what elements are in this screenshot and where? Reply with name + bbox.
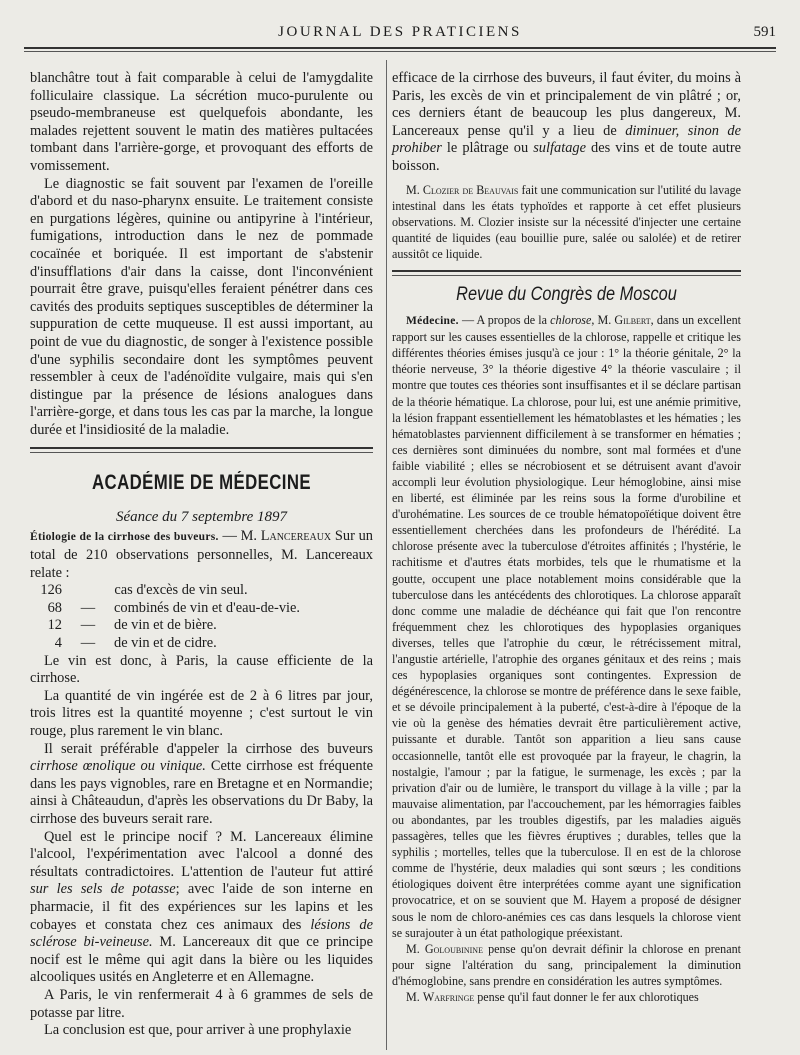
paragraph-vin: Le vin est donc, à Paris, la cause efficiente de la cirrhose. <box>30 652 373 687</box>
medecine-heading: Médecine. <box>406 315 459 328</box>
section-rule <box>392 270 741 272</box>
paragraph-warfringe: M. Warfringe pense qu'il faut donner le fer aux chlorotiques <box>406 989 699 1004</box>
paragraph-diagnostic: Le diagnostic se fait souvent par l'examen de l'oreille d'abord et du naso-pharynx ensuite. Le traitement consiste en purgations légères, quinine ou antipyrine à l'intérieur, fumigations, introduction dans le nez de pommade cocaïnée et boriquée. Il est important de s'abstenir d'insufflations d'air dans la caisse, dont l'inconvénient pourrait être grave, puisqu'elles feraient pénétrer dans ces cavités des produits septiques susceptibles de déterminer la suppuration de cette muqueuse. Il est aussi important, au point de vue du diagnostic, de songer à l'existence possible d'une syphilis secondaire dont les symptômes peuvent ressembler à ceux de l'adénoïdite vulgaire, mais qui s'en distingue par la présence de lésions analogues dans l'arrière-gorge, et dans tous les cas par la marche, la longue durée et l'insidiosité de la maladie. <box>30 175 373 438</box>
author-warfringe: Warfringe <box>422 989 475 1004</box>
table-row: 12 — de vin et de bière. <box>47 617 217 634</box>
paragraph-paris: A Paris, le vin renfermerait 4 à 6 grammes de sels de potasse par litre. <box>30 986 373 1021</box>
right-column <box>392 70 741 1005</box>
header-rule-thin <box>24 51 776 52</box>
author-gilbert: Gilbert <box>614 313 651 328</box>
left-column <box>30 70 373 1040</box>
table-row: 126 cas d'excès de vin seul. <box>40 582 248 599</box>
paragraph-preferable: Il serait préférable d'appeler la cirrhose des buveurs cirrhose œnolique ou vinique. Cette cirrhose est fréquente dans les pays vignobles, rare en Bretagne et en Normandie; ainsi à Châteaudun, d'après les observations du Dr Baby, la cirrhose des buveurs serait rare. <box>30 740 373 827</box>
author-lancereaux: Lancereaux <box>260 528 332 545</box>
column-divider <box>386 60 387 1050</box>
author-goloubinine: Goloubinine <box>424 941 483 956</box>
section-title-academie: ACADÉMIE DE MÉDECINE <box>92 471 311 495</box>
table-row: 4 — de vin et de cidre. <box>54 635 217 652</box>
statistics-table <box>30 582 300 652</box>
seance-date: Séance du 7 septembre 1897 <box>115 509 288 526</box>
section-rule-thin <box>30 452 373 453</box>
section-title-revue: Revue du Congrès de Moscou <box>456 284 677 306</box>
etiologie-heading: Étiologie de la cirrhose des buveurs. <box>30 531 219 544</box>
author-clozier: Clozier de Beauvais <box>422 182 519 197</box>
page-number: 591 <box>753 24 776 40</box>
running-head <box>24 22 776 46</box>
paragraph-medecine-chlorose: Médecine. — A propos de la chlorose, M. Gilbert, dans un excellent rapport sur les causes essentielles de la chlorose, rappelle et critique les différentes théories émises jusqu'à ce jour : 1° la théorie génitale, 2° la théorie nerveuse, 3° la théorie digestive 4° la théorie vasculaire ; il montre que toutes ces théories sont insuffisantes et il se déclare partisan de la théorie hématique. La chlorose, pour lui, est une anémie primitive, la lésion frappant essentiellement les hématoblastes et les hématies ; les hématoblastes parviennent difficilement à se transformer en hématies ; ces dernières sont diminuées du nombre, sont mal formées et d'une faible viabilité ; elles se nécrobiosent et se détruisent avant d'avoir accompli leur évolution physiologique. Leur hémoglobine, ainsi mise en liberté, est éliminée par les reins sous la forme d'urobiline et d'urohématine. Les sources de ce trouble hématopoïétique doivent être essentiellement cherchées dans les profondeurs de l'hérédité. La chlorose présente avec la tuberculose d'étroites affinités ; l'hystérie, le rachitisme et d'autres états morbides, tels que le rhumatisme et la goutte, occupent une place notablement moins considérable que la tuberculose dans les antécédents des chlorotiques. La chlorose apparaît donc comme une maladie de déchéance qui fait que l'on rencontre fréquemment chez les chlorotiques des hypoplasies organiques diverses, telles que l'atrophie du cœur, le rétrécissement mitral, l'angustie artérielle, l'atrophie des organes génitaux et des reins ; mais ces hypoplasies organiques sont contingentes. Expression de dégénérescence, la chlorose se montre de préférence dans le sexe faible, et se dévoile principalement à la puberté, c'est-à-dire à l'époque de la vie où la genèse des hématies devrait être particulièrement active, puissante et durable. Tantôt son apparition a lieu sans cause occasionnelle, tantôt elle est provoquée par la frayeur, le chagrin, la nostalgie, l'amour ; par la fatigue, le surmenage, les excès ; par la privation d'air ou de lumière, le transport du village à la ville ; par la mauvaise alimentation, par l'accouchement, par les hémorragies faibles ou abondantes, par les troubles digestifs, par les maladies aiguës passagères, telles que les fièvres éruptives ; durables, telles que la syphilis ; mortelles, telles que la tuberculose. Il en est de la chlorose comme de l'hystérie, deux maladies qui sont sœurs ; les conditions étiologiques doivent être interprétées comme ayant une signification provocatrice, et on se souvient que M. Hayem a proposé de désigner sous le nom de chloro-anémies ces cas dans lesquels la chlorose vient se surajouter à un état pathologique préexistant. <box>392 313 741 940</box>
paragraph-etiologie: Étiologie de la cirrhose des buveurs. — M. Lancereaux Sur un total de 210 observations personnelles, M. Lancereaux relate : <box>30 528 373 581</box>
table-row: 68 — combinés de vin et d'eau-de-vie. <box>47 599 301 616</box>
paragraph-clozier: M. Clozier de Beauvais fait une communication sur l'utilité du lavage intestinal dans les états typhoïdes et rapporte à cet effet plusieurs observations. M. Clozier insiste sur la nécessité d'injecter une certaine quantité de liquides (eau bouillie pure, salée ou salolée) et de retirer aussitôt ce liquide. <box>392 182 741 261</box>
section-rule <box>30 447 373 449</box>
journal-title: JOURNAL DES PRATICIENS <box>278 24 522 40</box>
paragraph-quantite: La quantité de vin ingérée est de 2 à 6 litres par jour, trois litres est la quantité moyenne ; c'est surtout le vin rouge, plus rarement le vin blanc. <box>30 687 373 739</box>
paragraph-amygdalite: blanchâtre tout à fait comparable à celui de l'amygdalite folliculaire classique. La sécrétion muco-purulente ou pseudo-membraneuse est quelquefois abondante, les malades rejettent souvent le matin des matières pultacées tombant dans l'arrière-gorge, et provoquant des efforts de vomissement. <box>30 70 373 174</box>
paragraph-conclusion: La conclusion est que, pour arriver à une prophylaxie <box>44 1022 352 1039</box>
paragraph-principe-nocif: Quel est le principe nocif ? M. Lancereaux élimine l'alcool, l'expérimentation avec l'alcool a donné des résultats contradictoires. L'attention de l'auteur fut attiré sur les sels de potasse; avec l'aide de son interne en pharmacie, il fit des expériences sur les lapins et les cobayes et constata chez ces animaux des lésions de sclérose bi-veineuse. M. Lancereaux dit que ce principe nocif est le même qui agit dans la bière ou les liquides alcooliques usités en Angleterre et en Allemagne. <box>30 828 374 986</box>
paragraph-prophylaxie-cont: efficace de la cirrhose des buveurs, il faut éviter, du moins à Paris, les excès de vin et principalement de vin plâtré ; or, ces derniers étant de beaucoup les plus dangereux, M. Lancereaux pense qu'il y a lieu de diminuer, sinon de prohiber le plâtrage ou sulfatage des vins et de toute autre boisson. <box>392 70 741 174</box>
section-rule-thin <box>392 275 741 276</box>
header-rule <box>24 47 776 49</box>
paragraph-goloubinine: M. Goloubinine pense qu'on devrait définir la chlorose en prenant pour signe l'altération du sang, principalement la diminution d'hémoglobine, sans prendre en considération les autres symptômes. <box>392 941 741 988</box>
